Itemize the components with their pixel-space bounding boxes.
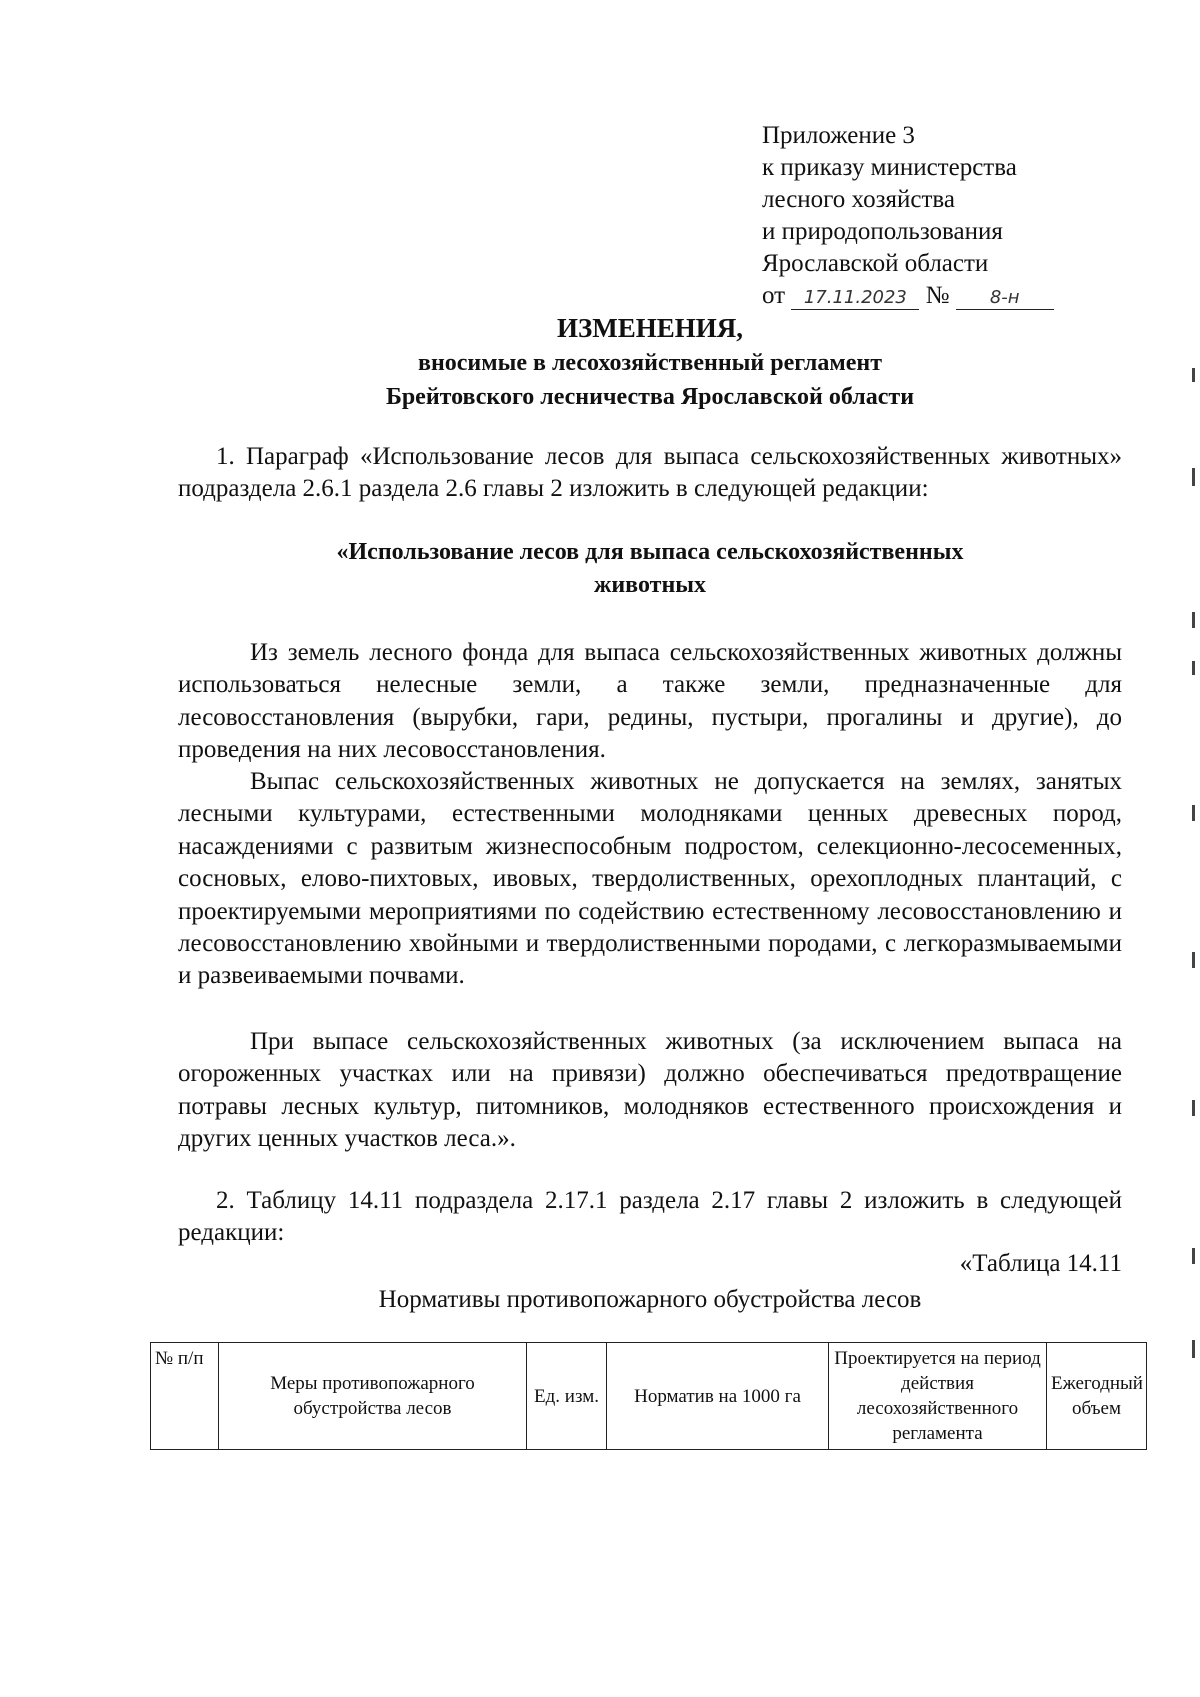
- paragraph-1: Из земель лесного фонда для выпаса сельскохозяйственных животных должны использоваться нелесные земли, а также земли, предназначенные для лесовосстановления (вырубки, гари, редины, пустыри, прогалины и другие), до проведения на них лесовосстановления.: [178, 639, 1122, 764]
- section-title-line: «Использование лесов для выпаса сельскохозяйственных: [336, 539, 964, 565]
- appendix-date-line: [762, 280, 1102, 312]
- table-header-row: [151, 1343, 1147, 1450]
- header-annual: Ежегодный объем: [1047, 1343, 1147, 1450]
- number-prefix: №: [925, 282, 950, 309]
- header-measures: Меры противопожарного обустройства лесов: [219, 1343, 527, 1450]
- appendix-line: лесного хозяйства: [762, 186, 955, 213]
- appendix-line: и природопользования: [762, 218, 1003, 245]
- header-norm: Норматив на 1000 га: [607, 1343, 829, 1450]
- section-title: [178, 536, 1122, 602]
- item-1-text: 1. Параграф «Использование лесов для выпаса сельскохозяйственных животных» подраздела 2.6.1 раздела 2.6 главы 2 изложить в следующей редакции:: [178, 443, 1122, 503]
- norms-table: [150, 1342, 1147, 1450]
- date-prefix: от: [762, 282, 786, 309]
- scan-artifact: [1192, 468, 1195, 486]
- header-projected: Проектируется на период действия лесохозяйственного регламента: [829, 1343, 1047, 1450]
- appendix-line: к приказу министерства: [762, 154, 1017, 181]
- scan-artifact: [1192, 368, 1195, 382]
- table-caption: Нормативы противопожарного обустройства лесов: [378, 1286, 922, 1313]
- paragraph-3: При выпасе сельскохозяйственных животных (за исключением выпаса на огороженных участках или на привязи) должно обеспечиваться предотвращение потравы лесных культур, питомников, молодняков естественного происхождения и других ценных участков леса.».: [178, 1028, 1122, 1153]
- paragraph-2: Выпас сельскохозяйственных животных не допускается на землях, занятых лесными культурами, естественными молодняками ценных древесных пород, насаждениями с развитым жизнеспособным подростом, селекционно-лесосеменных, сосновых, елово-пихтовых, ивовых, твердолиственных, орехоплодных плантаций, с проектируемыми мероприятиями по содействию естественному лесовосстановлению и лесовосстановлению хвойными и твердолиственными породами, с легкоразмываемыми и развеиваемыми почвами.: [178, 768, 1122, 990]
- section-title-line: животных: [593, 572, 707, 598]
- scan-artifact: [1192, 1100, 1195, 1116]
- scan-artifact: [1192, 805, 1195, 821]
- scan-artifact: [1192, 661, 1195, 675]
- scan-artifact: [1192, 1248, 1195, 1264]
- scan-artifact: [1192, 952, 1195, 968]
- header-unit: Ед. изм.: [527, 1343, 607, 1450]
- scan-artifact: [1192, 612, 1195, 628]
- appendix-line: Приложение 3: [762, 122, 915, 149]
- title-subtitle: Брейтовского лесничества Ярославской области: [385, 384, 915, 410]
- appendix-line: Ярославской области: [762, 250, 989, 277]
- handwritten-number: 8-н: [956, 287, 1054, 310]
- scan-artifact: [1192, 1340, 1195, 1358]
- table-label: «Таблица 14.11: [959, 1250, 1122, 1277]
- header-num: № п/п: [151, 1343, 219, 1450]
- title-subtitle: вносимые в лесохозяйственный регламент: [417, 350, 882, 376]
- appendix-header: [762, 120, 1102, 312]
- item-2-text: 2. Таблицу 14.11 подраздела 2.17.1 раздела 2.17 главы 2 изложить в следующей редакции:: [178, 1187, 1122, 1247]
- document-title: [178, 310, 1122, 414]
- title-main: ИЗМЕНЕНИЯ,: [556, 313, 743, 343]
- handwritten-date: 17.11.2023: [791, 287, 919, 310]
